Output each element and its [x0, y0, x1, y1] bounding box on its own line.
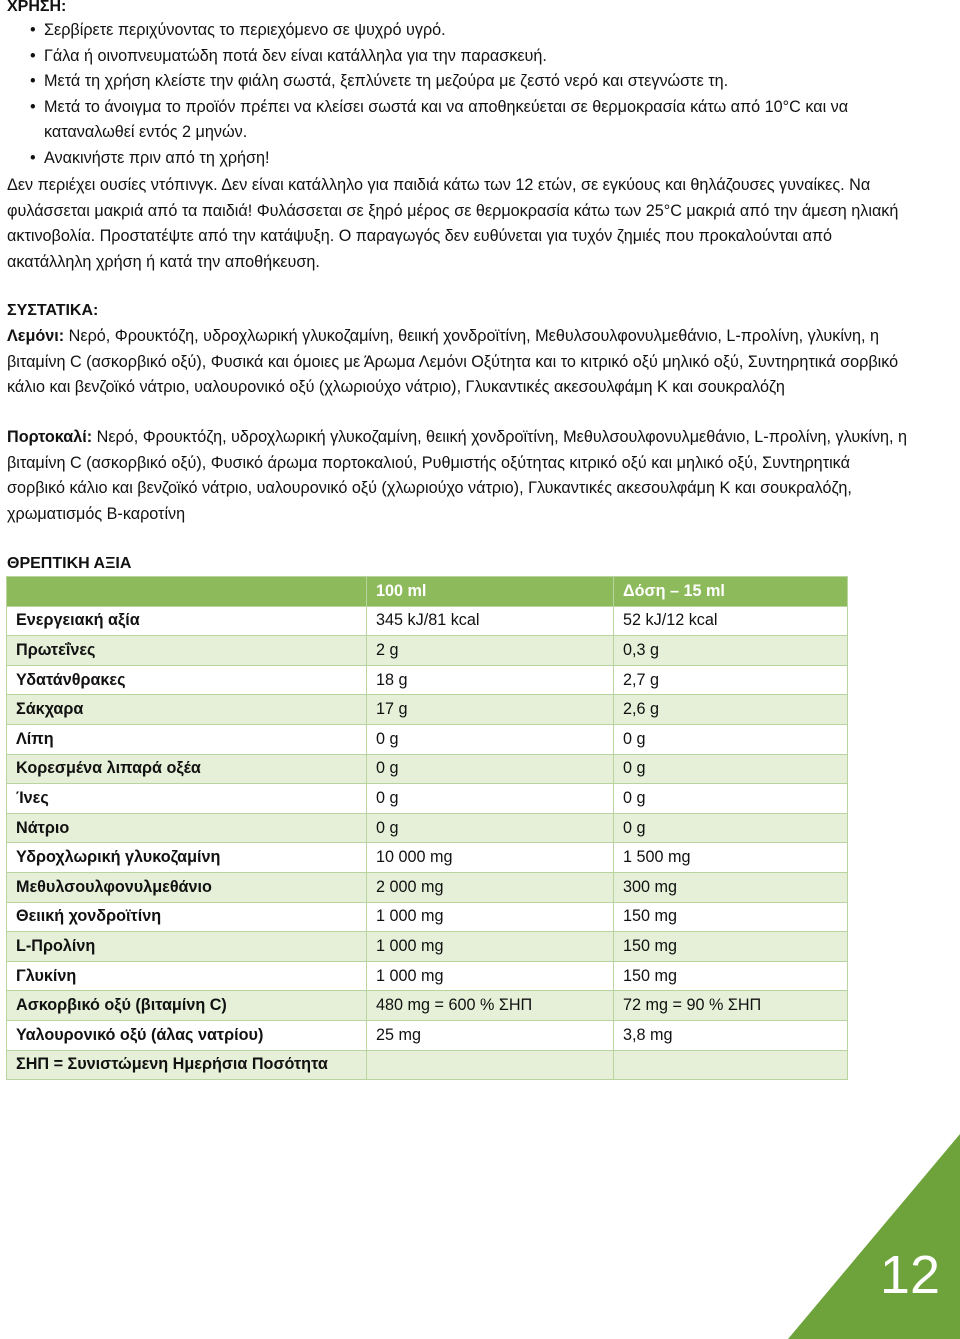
- value-per-dose: 150 mg: [614, 902, 848, 932]
- nutrient-name: Ενεργειακή αξία: [7, 606, 367, 636]
- value-per-dose: 0 g: [614, 813, 848, 843]
- orange-ingredients: [7, 425, 907, 527]
- table-header-row: [7, 577, 848, 607]
- nutrient-name: ΣΗΠ = Συνιστώμενη Ημερήσια Ποσότητα: [7, 1050, 367, 1080]
- usage-list: [30, 18, 910, 171]
- column-header: 100 ml: [367, 577, 614, 607]
- nutrient-name: Υαλουρονικό οξύ (άλας νατρίου): [7, 1020, 367, 1050]
- table-row: [7, 1020, 848, 1050]
- value-per-dose: 1 500 mg: [614, 843, 848, 873]
- list-item: • Ανακινήστε πριν από τη χρήση!: [30, 146, 910, 172]
- table-row: [7, 754, 848, 784]
- orange-label: Πορτοκαλί:: [7, 428, 93, 446]
- value-per-100ml: 1 000 mg: [367, 961, 614, 991]
- nutrient-name: Λίπη: [7, 724, 367, 754]
- nutrient-name: Υδροχλωρική γλυκοζαμίνη: [7, 843, 367, 873]
- table-row: [7, 1050, 848, 1080]
- list-item: • Μετά το άνοιγμα το προϊόν πρέπει να κλείσει σωστά και να αποθηκεύεται σε θερμοκρασία κάτω από 10°C και να καταναλωθεί εντός 2 μηνών.: [30, 95, 910, 146]
- value-per-100ml: [367, 1050, 614, 1080]
- nutrient-name: Νάτριο: [7, 813, 367, 843]
- value-per-dose: 150 mg: [614, 961, 848, 991]
- lemon-label: Λεμόνι:: [7, 327, 65, 345]
- value-per-100ml: 0 g: [367, 784, 614, 814]
- value-per-100ml: 345 kJ/81 kcal: [367, 606, 614, 636]
- table-row: [7, 872, 848, 902]
- corner-decoration: [788, 1134, 960, 1339]
- column-header: Δόση – 15 ml: [614, 577, 848, 607]
- nutrition-table: [6, 576, 848, 1080]
- value-per-100ml: 17 g: [367, 695, 614, 725]
- value-per-dose: 0 g: [614, 754, 848, 784]
- orange-text: Νερό, Φρουκτόζη, υδροχλωρική γλυκοζαμίνη, θειική χονδροϊτίνη, Μεθυλσουλφονυλμεθάνιο, L-προλίνη, γλυκίνη, η βιταμίνη C (ασκορβικό οξύ), Φυσικό άρωμα πορτοκαλιού, Ρυθμιστής οξύτητας κιτρικό οξύ και μηλικό οξύ, Συντηρητικά σορβικό κάλιο και βενζοϊκό νάτριο, υαλουρονικό οξύ (χλωριούχο νάτριο), Γλυκαντικές ακεσουλφάμη Κ και σουκραλόζη, χρωματισμός Β-καροτίνη: [7, 428, 907, 523]
- list-item: • Μετά τη χρήση κλείστε την φιάλη σωστά, ξεπλύνετε τη μεζούρα με ζεστό νερό και στεγνώστε τη.: [30, 69, 910, 95]
- nutrient-name: Μεθυλσουλφονυλμεθάνιο: [7, 872, 367, 902]
- list-item: • Γάλα ή οινοπνευματώδη ποτά δεν είναι κατάλληλα για την παρασκευή.: [30, 44, 910, 70]
- value-per-dose: 150 mg: [614, 932, 848, 962]
- nutrient-name: L-Προλίνη: [7, 932, 367, 962]
- nutrient-name: Γλυκίνη: [7, 961, 367, 991]
- value-per-100ml: 480 mg = 600 % ΣΗΠ: [367, 991, 614, 1021]
- table-row: [7, 991, 848, 1021]
- nutrient-name: Κορεσμένα λιπαρά οξέα: [7, 754, 367, 784]
- value-per-100ml: 0 g: [367, 754, 614, 784]
- table-row: [7, 606, 848, 636]
- ingredients-heading: ΣΥΣΤΑΤΙΚΑ:: [7, 302, 99, 319]
- nutrient-name: Υδατάνθρακες: [7, 665, 367, 695]
- nutrient-name: Σάκχαρα: [7, 695, 367, 725]
- nutrient-name: Ίνες: [7, 784, 367, 814]
- value-per-dose: 52 kJ/12 kcal: [614, 606, 848, 636]
- value-per-100ml: 0 g: [367, 724, 614, 754]
- table-row: [7, 724, 848, 754]
- value-per-100ml: 1 000 mg: [367, 932, 614, 962]
- column-header: [7, 577, 367, 607]
- value-per-100ml: 25 mg: [367, 1020, 614, 1050]
- table-row: [7, 813, 848, 843]
- value-per-dose: 0,3 g: [614, 636, 848, 666]
- nutrient-name: Πρωτεΐνες: [7, 636, 367, 666]
- list-item: • Σερβίρετε περιχύνοντας το περιεχόμενο σε ψυχρό υγρό.: [30, 18, 910, 44]
- table-row: [7, 902, 848, 932]
- value-per-dose: [614, 1050, 848, 1080]
- corner-triangle: [788, 1134, 960, 1339]
- nutrition-heading: ΘΡΕΠΤΙΚΗ ΑΞΙΑ: [7, 555, 132, 572]
- table-row: [7, 932, 848, 962]
- value-per-dose: 2,6 g: [614, 695, 848, 725]
- page-number: 12: [879, 1245, 940, 1305]
- value-per-100ml: 2 000 mg: [367, 872, 614, 902]
- table-row: [7, 695, 848, 725]
- table-row: [7, 961, 848, 991]
- value-per-100ml: 18 g: [367, 665, 614, 695]
- table-row: [7, 843, 848, 873]
- value-per-100ml: 1 000 mg: [367, 902, 614, 932]
- value-per-dose: 3,8 mg: [614, 1020, 848, 1050]
- value-per-dose: 72 mg = 90 % ΣΗΠ: [614, 991, 848, 1021]
- table-row: [7, 665, 848, 695]
- value-per-100ml: 10 000 mg: [367, 843, 614, 873]
- value-per-100ml: 2 g: [367, 636, 614, 666]
- value-per-dose: 300 mg: [614, 872, 848, 902]
- nutrient-name: Ασκορβικό οξύ (βιταμίνη C): [7, 991, 367, 1021]
- value-per-dose: 2,7 g: [614, 665, 848, 695]
- value-per-100ml: 0 g: [367, 813, 614, 843]
- lemon-ingredients: [7, 324, 907, 401]
- usage-heading: ΧΡΗΣΗ:: [7, 0, 67, 15]
- warning-paragraph: Δεν περιέχει ουσίες ντόπινγκ. Δεν είναι κατάλληλο για παιδιά κάτω των 12 ετών, σε εγκύους και θηλάζουσες γυναίκες. Να φυλάσσεται μακριά από τα παιδιά! Φυλάσσεται σε ξηρό μέρος σε θερμοκρασία κάτω των 25°C μακριά από την άμεση ηλιακή ακτινοβολία. Προστατέψτε από την κατάψυξη. Ο παραγωγός δεν ευθύνεται για τυχόν ζημιές που προκαλούνται από ακατάλληλη χρήση ή κατά την αποθήκευση.: [7, 176, 899, 271]
- value-per-dose: 0 g: [614, 784, 848, 814]
- table-row: [7, 636, 848, 666]
- nutrient-name: Θειική χονδροϊτίνη: [7, 902, 367, 932]
- value-per-dose: 0 g: [614, 724, 848, 754]
- lemon-text: Νερό, Φρουκτόζη, υδροχλωρική γλυκοζαμίνη, θειική χονδροϊτίνη, Μεθυλσουλφονυλμεθάνιο, L-προλίνη, γλυκίνη, η βιταμίνη C (ασκορβικό οξύ), Φυσικά και όμοιες με Άρωμα Λεμόνι Οξύτητα και το κιτρικό οξύ μηλικό οξύ, Συντηρητικά σορβικό κάλιο και βενζοϊκό νάτριο, υαλουρονικό οξύ (χλωριούχο νάτριο), Γλυκαντικές ακεσουλφάμη Κ και σουκραλόζη: [7, 327, 899, 396]
- table-row: [7, 784, 848, 814]
